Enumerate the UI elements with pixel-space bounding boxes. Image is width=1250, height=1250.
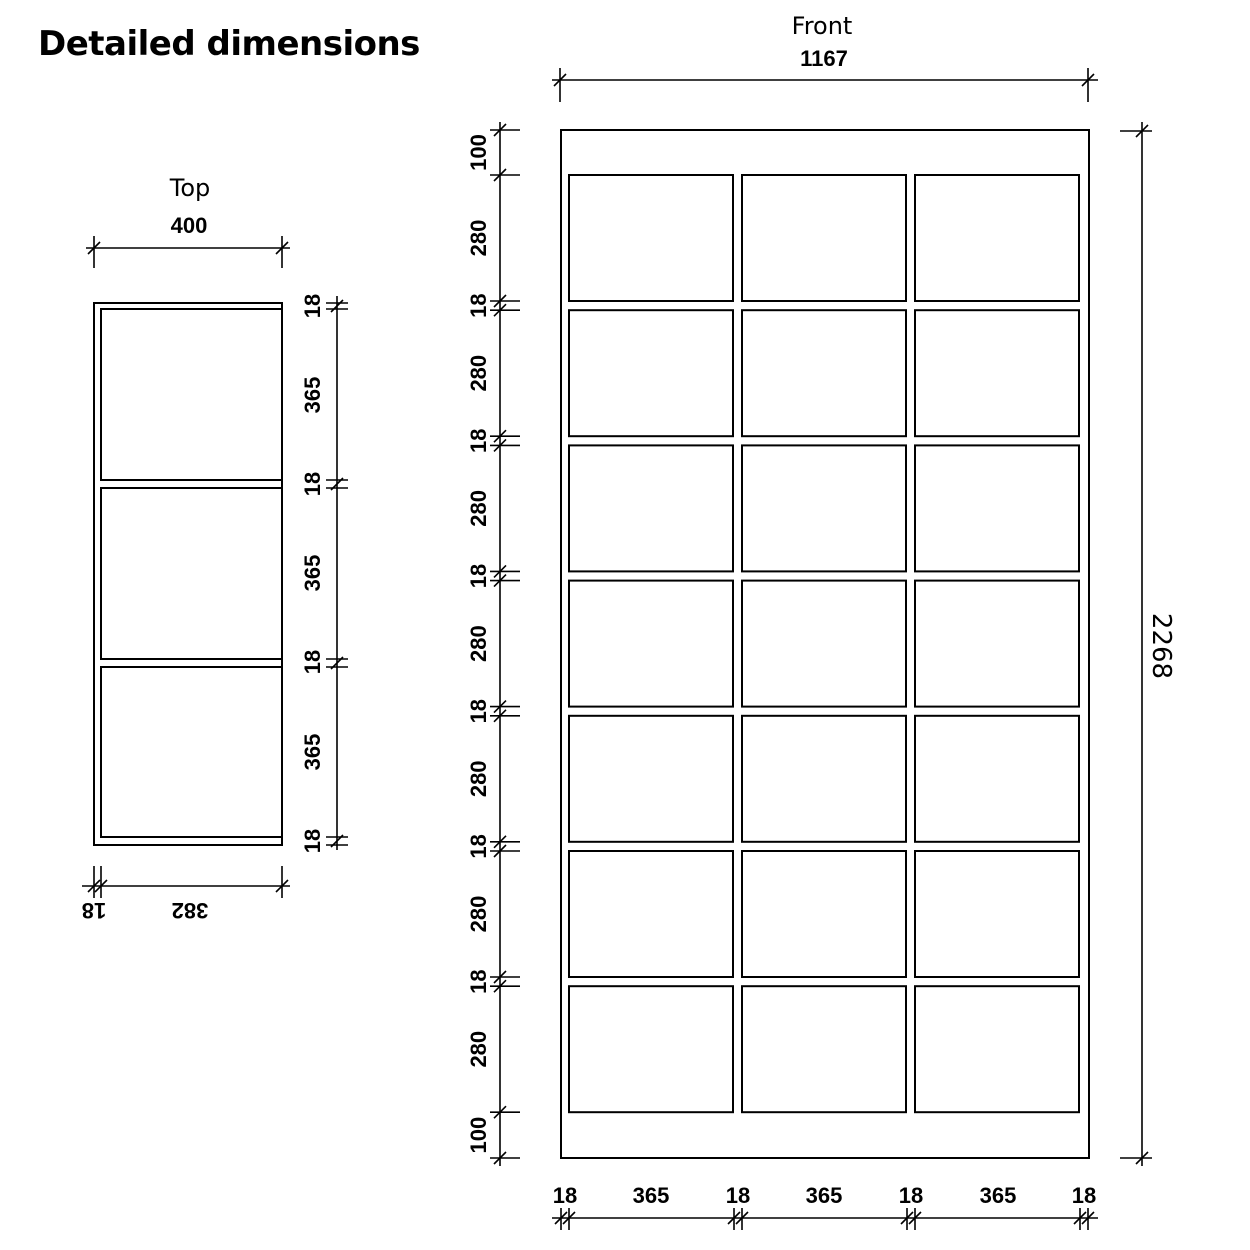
top-bottom-dim-18: 18 <box>81 898 107 923</box>
top-compartment <box>101 667 282 837</box>
front-compartment <box>569 581 733 707</box>
front-bottom-dim-label: 18 <box>898 1183 924 1208</box>
top-overall-width-label: 400 <box>170 213 208 238</box>
top-dim-18: 18 <box>300 828 325 854</box>
top-right-dimension-chain <box>300 294 348 853</box>
front-compartment <box>569 175 733 301</box>
front-left-dim-label: 18 <box>466 293 491 318</box>
front-compartment <box>915 581 1079 707</box>
top-dim-365: 365 <box>300 554 325 592</box>
front-left-dim-label: 18 <box>466 834 491 859</box>
front-left-dim-label: 100 <box>466 134 491 171</box>
front-compartment <box>742 716 906 842</box>
top-cabinet <box>94 303 282 845</box>
front-left-dim-label: 100 <box>466 1116 491 1154</box>
top-dim-18: 18 <box>300 471 325 497</box>
top-bottom-dimension-chain <box>82 866 290 923</box>
front-bottom-dim-label: 18 <box>552 1183 578 1208</box>
front-overall-width-label: 1167 <box>800 46 848 71</box>
front-bottom-dim-label: 365 <box>979 1183 1017 1208</box>
front-compartment <box>742 310 906 436</box>
front-left-dim-label: 18 <box>466 698 491 724</box>
front-compartment <box>915 175 1079 301</box>
front-compartment <box>742 581 906 707</box>
front-height-dimension-line <box>1120 122 1176 1166</box>
front-compartment <box>915 986 1079 1112</box>
top-dim-18: 18 <box>300 649 325 675</box>
front-view-title: Front <box>791 12 853 40</box>
front-left-dim-label: 280 <box>466 219 491 257</box>
front-bottom-dimension-chain <box>552 1183 1098 1230</box>
top-compartment <box>101 309 282 480</box>
front-compartment <box>742 986 906 1112</box>
front-compartment <box>915 851 1079 977</box>
front-overall-height-label: 2268 <box>1146 612 1176 680</box>
front-compartment-grid <box>569 175 1079 1112</box>
top-view <box>82 174 348 923</box>
front-compartment <box>569 986 733 1112</box>
front-view <box>466 12 1176 1230</box>
front-bottom-dim-label: 18 <box>1071 1183 1097 1208</box>
top-bottom-dim-382: 382 <box>171 898 209 923</box>
top-view-title: Top <box>169 174 211 202</box>
front-left-dimension-chain <box>466 122 520 1166</box>
front-width-dimension-line <box>552 68 1098 102</box>
front-compartment <box>915 310 1079 436</box>
front-compartment <box>569 310 733 436</box>
front-left-dim-label: 18 <box>466 563 491 589</box>
front-compartment <box>742 851 906 977</box>
front-compartment <box>915 716 1079 842</box>
page-title: Detailed dimensions <box>38 24 420 64</box>
front-left-dim-label: 280 <box>466 625 491 662</box>
front-compartment <box>569 851 733 977</box>
front-left-dim-label: 280 <box>466 490 491 527</box>
front-compartment <box>742 175 906 301</box>
front-left-dim-label: 280 <box>466 354 491 392</box>
front-left-dim-label: 280 <box>466 1030 491 1068</box>
top-compartment <box>101 488 282 659</box>
top-width-dimension-line <box>86 236 290 268</box>
front-left-dim-label: 18 <box>466 428 491 454</box>
top-dim-18: 18 <box>300 293 325 319</box>
front-left-dim-label: 280 <box>466 895 491 933</box>
front-bottom-dim-label: 365 <box>805 1183 843 1208</box>
front-left-dim-label: 280 <box>466 760 491 798</box>
front-left-dim-label: 18 <box>466 969 491 994</box>
front-compartment <box>569 716 733 842</box>
front-compartment <box>569 445 733 571</box>
front-bottom-dim-label: 18 <box>725 1183 751 1208</box>
top-dim-365: 365 <box>300 733 325 771</box>
top-dim-365: 365 <box>300 376 325 414</box>
front-compartment <box>915 445 1079 571</box>
front-bottom-dim-label: 365 <box>632 1183 670 1208</box>
front-compartment <box>742 445 906 571</box>
